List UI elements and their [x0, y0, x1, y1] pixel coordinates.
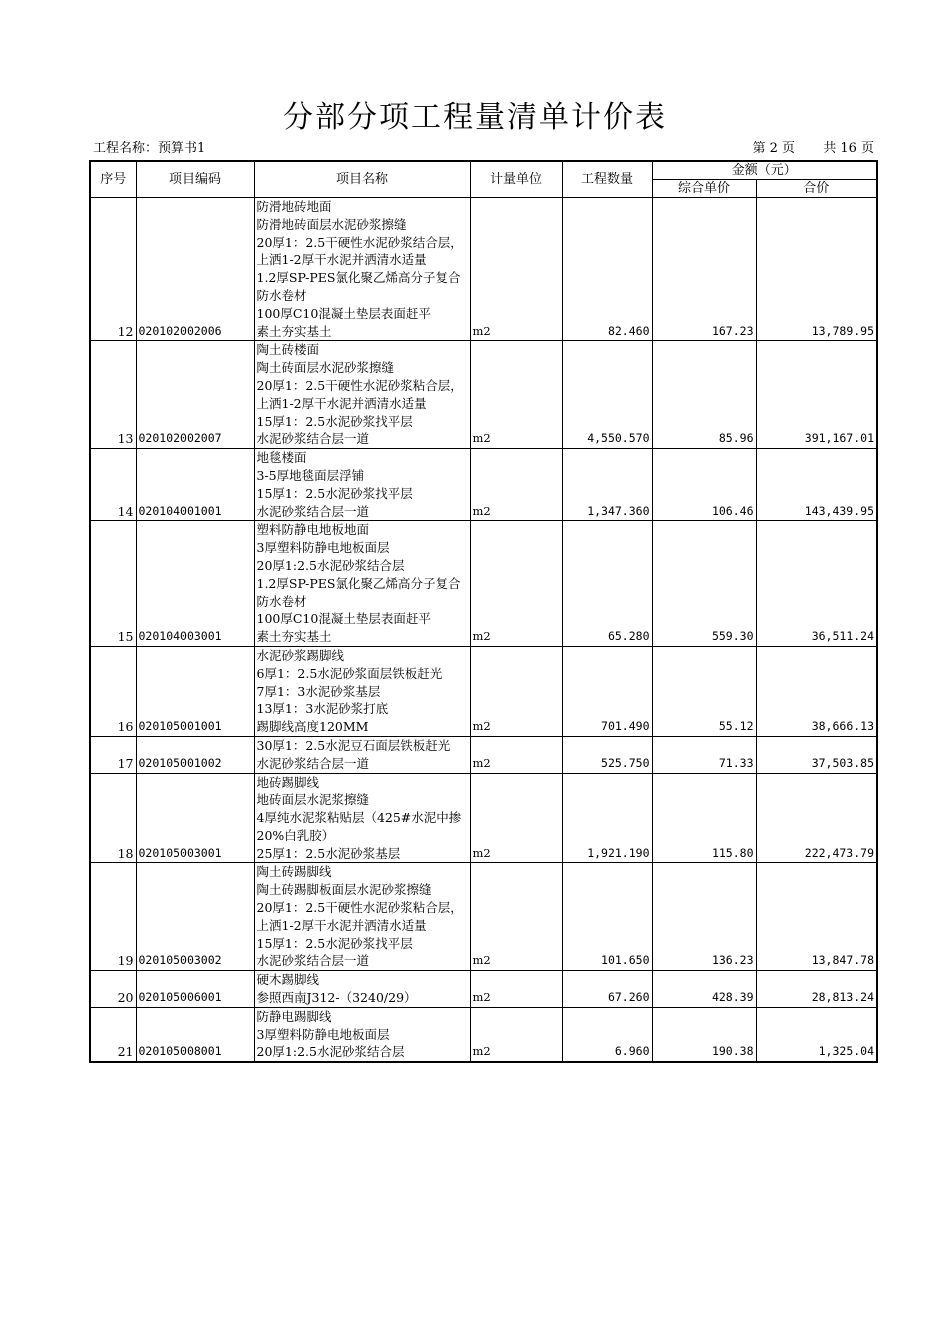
row-code: 020105003001: [136, 773, 254, 863]
row-seq: 18: [90, 773, 136, 863]
row-unit: m2: [470, 341, 562, 449]
row-unit-price: 106.46: [652, 449, 756, 521]
row-name: 陶土砖踢脚线 陶土砖踢脚板面层水泥砂浆擦缝 20厚1：2.5干硬性水泥砂浆粘合层，上洒1-2厚干水泥并洒清水适量 15厚1：2.5水泥砂浆找平层 水泥砂浆结合层一道: [254, 863, 470, 971]
row-seq: 15: [90, 521, 136, 647]
row-code: 020105006001: [136, 971, 254, 1008]
row-total: 38,666.13: [756, 646, 877, 736]
row-code: 020102002006: [136, 198, 254, 341]
row-unit-price: 115.80: [652, 773, 756, 863]
row-unit-price: 428.39: [652, 971, 756, 1008]
row-qty: 82.460: [562, 198, 652, 341]
table-row: [90, 198, 877, 341]
row-total: 1,325.04: [756, 1007, 877, 1062]
row-unit-price: 85.96: [652, 341, 756, 449]
page-total: 共 16 页: [823, 141, 874, 156]
row-seq: 19: [90, 863, 136, 971]
row-unit: m2: [470, 646, 562, 736]
row-total: 222,473.79: [756, 773, 877, 863]
pricing-table: [89, 160, 878, 1063]
row-qty: 67.260: [562, 971, 652, 1008]
row-total: 13,789.95: [756, 198, 877, 341]
header-code: 项目编码: [136, 161, 254, 198]
row-total: 37,503.85: [756, 736, 877, 773]
row-name: 硬木踢脚线 参照西南J312-（3240/29）: [254, 971, 470, 1008]
row-total: 13,847.78: [756, 863, 877, 971]
row-code: 020105003002: [136, 863, 254, 971]
header-unit: 计量单位: [470, 161, 562, 198]
row-total: 391,167.01: [756, 341, 877, 449]
header-qty: 工程数量: [562, 161, 652, 198]
row-total: 36,511.24: [756, 521, 877, 647]
row-qty: 1,347.360: [562, 449, 652, 521]
row-code: 020102002007: [136, 341, 254, 449]
table-row: [90, 646, 877, 736]
table-row: [90, 521, 877, 647]
table-row: [90, 1007, 877, 1062]
row-qty: 4,550.570: [562, 341, 652, 449]
row-seq: 13: [90, 341, 136, 449]
row-code: 020104003001: [136, 521, 254, 647]
row-seq: 14: [90, 449, 136, 521]
row-name: 30厚1：2.5水泥豆石面层铁板赶光 水泥砂浆结合层一道: [254, 736, 470, 773]
row-qty: 65.280: [562, 521, 652, 647]
page-title: 分部分项工程量清单计价表: [283, 100, 667, 135]
row-seq: 20: [90, 971, 136, 1008]
row-unit: m2: [470, 198, 562, 341]
table-body: [90, 198, 877, 1063]
row-name: 防滑地砖地面 防滑地砖面层水泥砂浆擦缝 20厚1：2.5干硬性水泥砂浆结合层，上洒1-2厚干水泥并洒清水适量 1.2厚SP-PES氯化聚乙烯高分子复合防水卷材 100厚C10混凝土垫层表面赶平 素土夯实基土: [254, 198, 470, 341]
row-unit-price: 559.30: [652, 521, 756, 647]
row-name: 陶土砖楼面 陶土砖面层水泥砂浆擦缝 20厚1：2.5干硬性水泥砂浆粘合层，上洒1-2厚干水泥并洒清水适量 15厚1：2.5水泥砂浆找平层 水泥砂浆结合层一道: [254, 341, 470, 449]
table-row: [90, 341, 877, 449]
row-unit-price: 55.12: [652, 646, 756, 736]
row-unit-price: 71.33: [652, 736, 756, 773]
table-row: [90, 449, 877, 521]
row-code: 020104001001: [136, 449, 254, 521]
row-code: 020105008001: [136, 1007, 254, 1062]
row-name: 防静电踢脚线 3厚塑料防静电地板面层 20厚1:2.5水泥砂浆结合层: [254, 1007, 470, 1062]
row-seq: 21: [90, 1007, 136, 1062]
row-unit: m2: [470, 1007, 562, 1062]
table-row: [90, 863, 877, 971]
row-unit: m2: [470, 971, 562, 1008]
row-name: 水泥砂浆踢脚线 6厚1：2.5水泥砂浆面层铁板赶光 7厚1：3水泥砂浆基层 13厚1：3水泥砂浆打底 踢脚线高度120MM: [254, 646, 470, 736]
header-unit-price: 综合单价: [652, 180, 756, 198]
header-amount: 金额（元）: [652, 161, 877, 180]
row-unit-price: 136.23: [652, 863, 756, 971]
row-total: 143,439.95: [756, 449, 877, 521]
row-qty: 1,921.190: [562, 773, 652, 863]
row-unit: m2: [470, 449, 562, 521]
row-seq: 16: [90, 646, 136, 736]
table-row: [90, 773, 877, 863]
row-total: 28,813.24: [756, 971, 877, 1008]
row-unit: m2: [470, 736, 562, 773]
row-qty: 101.650: [562, 863, 652, 971]
row-unit: m2: [470, 863, 562, 971]
page-info: [747, 137, 875, 156]
row-name: 地砖踢脚线 地砖面层水泥浆擦缝 4厚纯水泥浆粘贴层（425#水泥中掺20%白乳胶） 25厚1：2.5水泥砂浆基层: [254, 773, 470, 863]
row-unit-price: 167.23: [652, 198, 756, 341]
row-unit: m2: [470, 773, 562, 863]
row-seq: 12: [90, 198, 136, 341]
row-qty: 701.490: [562, 646, 652, 736]
row-name: 塑料防静电地板地面 3厚塑料防静电地板面层 20厚1:2.5水泥砂浆结合层 1.2厚SP-PES氯化聚乙烯高分子复合防水卷材 100厚C10混凝土垫层表面赶平 素土夯实基土: [254, 521, 470, 647]
header-seq: 序号: [90, 161, 136, 198]
table-row: [90, 736, 877, 773]
row-code: 020105001001: [136, 646, 254, 736]
row-unit: m2: [470, 521, 562, 647]
project-name: 工程名称：预算书1: [93, 141, 206, 156]
header-name: 项目名称: [254, 161, 470, 198]
row-qty: 6.960: [562, 1007, 652, 1062]
page-current: 第 2 页: [752, 141, 796, 156]
row-name: 地毯楼面 3-5厚地毯面层浮铺 15厚1：2.5水泥砂浆找平层 水泥砂浆结合层一道: [254, 449, 470, 521]
row-qty: 525.750: [562, 736, 652, 773]
header-total: 合价: [756, 180, 877, 198]
row-seq: 17: [90, 736, 136, 773]
row-code: 020105001002: [136, 736, 254, 773]
table-row: [90, 971, 877, 1008]
row-unit-price: 190.38: [652, 1007, 756, 1062]
